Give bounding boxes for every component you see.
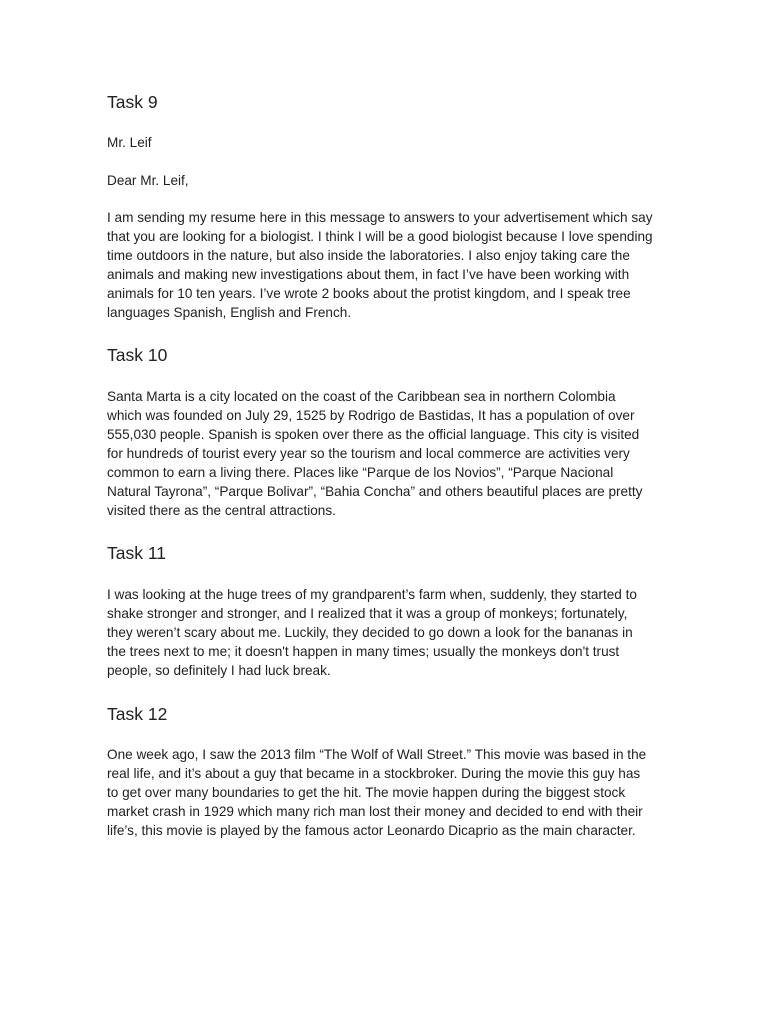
paragraph-line: Natural Tayrona”, “Parque Bolivar”, “Bahia Concha” and others beautiful places are pretty <box>107 484 643 499</box>
paragraph-line: animals for 10 ten years. I’ve wrote 2 books about the protist kingdom, and I speak tree <box>107 286 631 301</box>
paragraph-line: that you are looking for a biologist. I think I will be a good biologist because I love spending <box>107 229 653 244</box>
task-12-paragraph <box>107 745 667 840</box>
paragraph-line: time outdoors in the nature, but also inside the laboratories. I also enjoy taking care the <box>107 248 630 263</box>
paragraph-line: which was founded on July 29, 1525 by Rodrigo de Bastidas, It has a population of over <box>107 408 635 423</box>
paragraph-line: Santa Marta is a city located on the coast of the Caribbean sea in northern Colombia <box>107 389 616 404</box>
paragraph-line: they weren’t scary about me. Luckily, they decided to go down a look for the bananas in <box>107 625 633 640</box>
paragraph-line: One week ago, I saw the 2013 film “The Wolf of Wall Street.” This movie was based in the <box>107 747 647 762</box>
paragraph-line: life’s, this movie is played by the famous actor Leonardo Dicaprio as the main character. <box>107 823 636 838</box>
paragraph-line: real life, and it’s about a guy that became in a stockbroker. During the movie this guy has <box>107 766 641 781</box>
paragraph-line: the trees next to me; it doesn't happen in many times; usually the monkeys don't trust <box>107 644 620 659</box>
task-11-heading: Task 11 <box>107 543 167 563</box>
recipient-name: Mr. Leif <box>107 135 152 150</box>
task-11-paragraph <box>107 585 667 680</box>
paragraph-line: market crash in 1929 which many rich man lost their money and decided to end with their <box>107 804 643 819</box>
task-10-paragraph <box>107 387 667 520</box>
task-12-heading: Task 12 <box>107 704 168 724</box>
paragraph-line: 555,030 people. Spanish is spoken over there as the official language. This city is visited <box>107 427 640 442</box>
paragraph-line: shake stronger and stronger, and I realized that it was a group of monkeys; fortunately, <box>107 606 628 621</box>
paragraph-line: I am sending my resume here in this message to answers to your advertisement which say <box>107 210 653 225</box>
paragraph-line: common to earn a living there. Places like “Parque de los Novios”, “Parque Nacional <box>107 465 614 480</box>
task-10-heading: Task 10 <box>107 345 168 365</box>
paragraph-line: visited there as the central attractions. <box>107 503 336 518</box>
letter-greeting: Dear Mr. Leif, <box>107 173 189 188</box>
paragraph-line: languages Spanish, English and French. <box>107 305 352 320</box>
task-9-paragraph <box>107 208 667 322</box>
task-9-heading: Task 9 <box>107 92 158 112</box>
paragraph-line: for hundreds of tourist every year so the tourism and local commerce are activities very <box>107 446 630 461</box>
paragraph-line: animals and making new investigations about them, in fact I’ve have been working with <box>107 267 630 282</box>
paragraph-line: I was looking at the huge trees of my grandparent’s farm when, suddenly, they started to <box>107 587 637 602</box>
paragraph-line: to get over many boundaries to get the hit. The movie happen during the biggest stock <box>107 785 626 800</box>
paragraph-line: people, so definitely I had luck break. <box>107 663 331 678</box>
